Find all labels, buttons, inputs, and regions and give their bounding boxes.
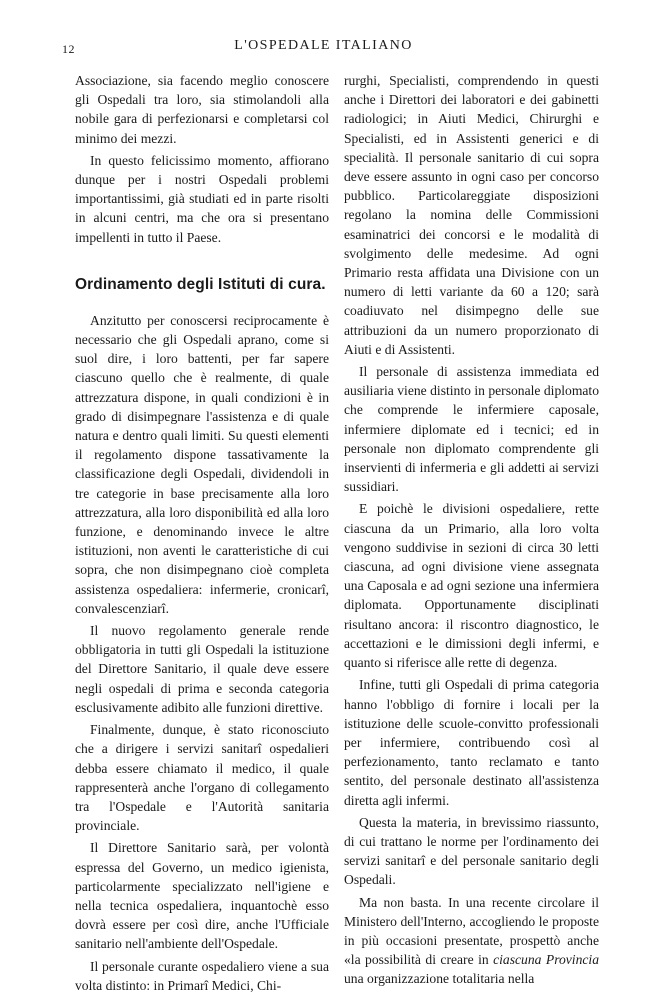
- paragraph: Questa la materia, in brevissimo riassunto, di cui trattano le norme per l'ordinamento dei servizi sanitarî e del personale sanitario degli Ospedali.: [344, 814, 599, 888]
- paragraph: [344, 893, 599, 989]
- right-column: [344, 71, 599, 992]
- paragraph: Finalmente, dunque, è stato riconosciuto che a dirigere i servizi sanitarî ospedalieri debba essere chiamato il medico, il quale rappresenterà anche l'organo di collegamento tra l'Ospedale e l'Autorità sanitaria provinciale.: [75, 722, 329, 834]
- paragraph: Associazione, sia facendo meglio conoscere gli Ospedali tra loro, sia stimolandoli alla nobile gara di perfezionarsi e completarsi col minimo dei mezzi.: [75, 73, 329, 146]
- paragraph: rurghi, Specialisti, comprendendo in questi anche i Direttori dei laboratori e dei gabinetti radiologici; in Aiuti Medici, Chirurghi e Specialisti, ed in Assistenti generici e di specialità. Il personale sanitario di cui sopra deve essere assunto in ogni caso per concorso pubblico. Particolareggiate disposizioni regolano la nomina delle Commissioni esaminatrici dei concorsi e le modalità di svolgimento delle medesime. Ad ogni Primario resta affidata una Divisione con un numero di letti variante da 60 a 120; sarà coadiuvato nel disimpegno delle sue attribuzioni da un numero proporzionato di Aiuti e di Assistenti.: [344, 73, 599, 357]
- paragraph: In questo felicissimo momento, affiorano dunque per i nostri Ospedali problemi importantissimi, già studiati ed in parte risolti in alcuni centri, ma che ora si presentano impellenti in tutto il Paese.: [75, 152, 329, 245]
- italic-text: ciascuna Provincia: [493, 952, 599, 968]
- paragraph: Infine, tutti gli Ospedali di prima categoria hanno l'obbligo di fornire i locali per la istituzione delle scuole-convitto professionali per infermiere, contribuendo così al perfezionamento, tanto reclamato e tanto sentito, del personale destinato all'assistenza diretta agli infermi.: [344, 677, 599, 808]
- paragraph: Il personale di assistenza immediata ed ausiliaria viene distinto in personale diplomato che comprende le infermiere caposale, infermiere diplomate ed i tecnici; ed in personale non diplomato comprendente gli inservienti di infermeria e gli addetti ai servizi sussidiari.: [344, 364, 599, 495]
- left-column: [75, 71, 329, 998]
- paragraph-text: una organizzazione totalitaria nella: [344, 971, 535, 987]
- paragraph-text: Ma non basta. In una recente circolare il Ministero dell'Interno, accogliendo le proposte in più occasioni presentate, prospettò anche «la possibilità di creare in: [344, 894, 599, 968]
- paragraph: Il personale curante ospedaliero viene a sua volta distinto: in Primarî Medici, Chi-: [75, 958, 329, 993]
- paragraph: Anzitutto per conoscersi reciprocamente è necessario che gli Ospedali aprano, come si suol dire, i loro battenti, per far sapere ciascuno quello che è realmente, di quale attrezzatura dispone, in quali condizioni è in grado di disimpegnare l'assistenza e di quale natura e dentro quali limiti. Su questi elementi il regolamento dispone tassativamente la classificazione degli Ospedali, dividendoli in tre categorie in base precisamente alla loro attrezzatura, alla loro disponibilità ed alla loro funzione, e denominando invece le altre istituzioni, non aventi le caratteristiche di cui sopra, che non disimpegnano cioè completa assistenza ospedaliera: infermerie, cronicarî, convalescenziarî.: [75, 312, 329, 616]
- page-number: 12: [62, 42, 75, 56]
- paragraph: Il Direttore Sanitario sarà, per volontà espressa del Governo, un medico igienista, particolarmente specializzato nell'igiene e nella tecnica ospedaliera, inquantochè esso dovrà essere per così dire, anche l'Ufficiale sanitario nell'ambiente dell'Ospedale.: [75, 840, 329, 952]
- running-title: L'OSPEDALE ITALIANO: [234, 38, 413, 53]
- section-heading: Ordinamento degli Istituti di cura.: [75, 275, 326, 293]
- paragraph: Il nuovo regolamento generale rende obbligatoria in tutti gli Ospedali la istituzione del Direttore Sanitario, il quale deve essere negli ospedali di prima e seconda categoria esclusivamente adibito alle funzioni direttive.: [75, 623, 329, 715]
- paragraph: E poichè le divisioni ospedaliere, rette ciascuna da un Primario, alla loro volta vengono suddivise in sezioni di circa 30 letti ciascuna, ad ogni divisione viene assegnata una Caposala e ad ogni sezione una infermiera diplomata. Opportunamente disciplinati risultano ancora: il riscontro diagnostico, le accettazioni e le dimissioni degli infermi, e quanto si riferisce alle rette di degenza.: [344, 501, 599, 671]
